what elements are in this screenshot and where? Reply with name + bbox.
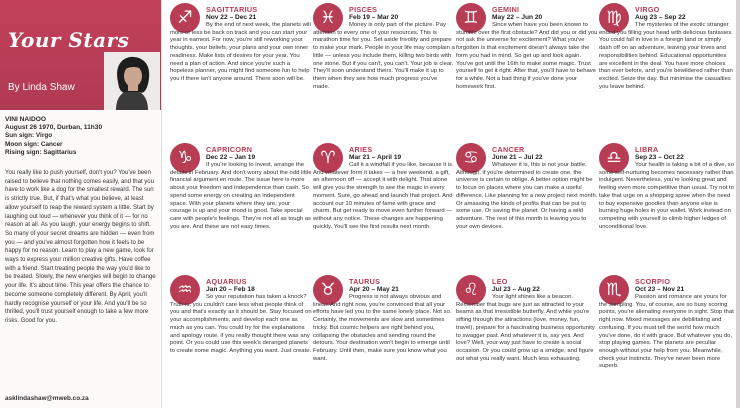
sign-sagittarius <box>168 0 312 136</box>
sidebar-column <box>0 0 162 408</box>
sign-text: Your health is taking a bit of a dive, so some self-nurturing becomes necessary rather than indulgent. Nevertheless, you're looking great and feeling even more competitive than usual. Try not to take that urge on a shopping spree when the need to buy expensive goodies than anyone else is burning huge holes in your wallet. Work instead on competing with yourself to climb higher ledges of unconditional love. <box>599 162 735 230</box>
sign-text: Since when have you been known to stumble over the first obstacle? And did you or did you not ask the universe for excitement? What you've forgotten is that excitement doesn't always take the form you had in mind. So get up and look again. You've got until the 16th to make some magic. Trust yourself to get it right. After that, you'll have to behave for a while. Not a bad thing if you've done your homework first. <box>456 22 598 90</box>
sign-aries <box>311 140 455 276</box>
gemini-icon: ♊ <box>456 3 486 33</box>
author-photo <box>104 52 160 110</box>
sign-text: Call it a windfall if you like, because it is. And whatever form it takes — a free weekend, a gift, an afternoon off — accept it with delight. That alone will give you the strength to see the magic in every moment. Sure, go ahead and launch that project. And account our 10 minutes of fame with grace and charm. But get ready to move even further forward — without any notice. These changes are happening quickly. You'll see the first results next month. <box>313 162 454 230</box>
sign-dates: Nov 22 – Dec 21 <box>206 14 257 21</box>
sign-pisces <box>311 0 455 136</box>
sign-name: VIRGO <box>635 5 660 14</box>
leo-icon: ♌ <box>456 275 486 305</box>
sign-name: LEO <box>492 277 508 286</box>
aries-icon: ♈ <box>313 143 343 173</box>
libra-icon: ♎ <box>599 143 629 173</box>
sun-sign-row <box>5 132 157 140</box>
sign-name: SCORPIO <box>635 277 671 286</box>
moon-sign-value: Cancer <box>40 140 63 148</box>
sign-libra <box>597 140 735 276</box>
rising-sign-row <box>5 149 157 157</box>
column-title: Your Stars <box>8 28 130 52</box>
virgo-icon: ♍ <box>599 3 629 33</box>
page-edge <box>736 0 740 408</box>
scorpio-icon: ♏ <box>599 275 629 305</box>
sign-gemini <box>454 0 598 136</box>
capricorn-icon: ♑ <box>170 143 200 173</box>
sign-text: Money is only part of the picture. Pay attention to every one of your resources. This is marathon time for you. Set aside frivolity and prepare to make your mark. People in your life may complain a little — unless you include them, killing two birds with one stone. But if you can't, you can't. Your job is clear. They'll soon understand theirs. You'll make it up to them when they see how much progress you've made. <box>313 22 455 90</box>
sign-dates: Jan 20 – Feb 18 <box>206 286 255 293</box>
sign-text: Passion and romance are yours for the sampling. You, of course, are so busy scoring points, you're alienating everyone in sight. Stop that right now. Mixed messages are debilitating and confusing. If you must tell the world how much you've done, do it with grace. But whatever you do, stop playing games. The planets are peculiar enough without your help from you. Meanwhile, check your instincts. They've never been more superb. <box>599 294 734 370</box>
sign-dates: Aug 23 – Sep 22 <box>635 14 686 21</box>
sign-dates: Mar 21 – April 19 <box>349 154 402 161</box>
moon-sign-row <box>5 141 157 149</box>
sign-dates: Apr 20 – May 21 <box>349 286 399 293</box>
sign-text: If you're looking to invest, arrange the details in February. And don't worry about the odd little financial argument en route. The issue here is more about your freedom and independence than cash. So spend some energy on creating an independent space. With your planets where they are, your courage is up and your mood is good. Take special care with people's feelings. They're not all as tough as you are. And these are not easy times. <box>170 162 312 230</box>
sign-text: Progress is not always obvious and linear. And right now, you're convinced that all your efforts have led you to the same lonely place. Not so. Certainly, the movements are slow and sometimes tricky. But cosmic helpers are right behind you, collapsing the obstacles and sending round the detours. Your destination won't begin to emerge until February. Until then, make sure you know what you want. <box>313 294 452 362</box>
email-address[interactable]: asklindashaw@mweb.co.za <box>5 395 89 402</box>
intro-text: You really like to push yourself, don't you? You've been raised to believe that nothing comes easily, and that you have to work like a dog for the smallest reward. The sun is strictly true. But, if that's what you believe, at least allow yourself to reap the reward system a little. Start by laughing out loud — whenever you think of it — for no reason at all. As you laugh, your energy begins to shift. So many of your secret dreams are hidden — even from you — and you've almost forgotten how it feels to be happy for no reason. Learn to play a new game, look for ways to express your million creative gifts. Have coffee with a friend. Start treating people the way you'd like to be treated. Slowly, the new energies will begin to change your life. It's about time. This year offers the chance to become someone completely different. By April, you'll hardly recognise yourself or your life. And you'll be so thrilled, you'll trust yourself enough to take a few more risks. Good for you. <box>5 170 156 324</box>
sign-name: SAGITTARIUS <box>206 5 258 14</box>
sun-sign-label: Sun sign: <box>5 132 35 140</box>
sign-name: GEMINI <box>492 5 520 14</box>
sign-text: By the end of next week, the planets will more or less be back on track and you can start your year in earnest. For now, you're still reworking your thoughts, your beliefs, your plans and your own inner readiness. Make lists of desires for your year. You need a plan of action. And since you're such a hopeless planner, you might find someone fun to help you if there isn't anyone around. There soon will be. <box>170 22 311 82</box>
sign-cancer <box>454 140 598 276</box>
sagittarius-icon: ♐ <box>170 3 200 33</box>
profile-birth: August 26 1970, Durban, 11h30 <box>5 124 103 132</box>
sign-dates: Dec 22 – Jan 19 <box>206 154 256 161</box>
profile-name: VINI NAIDOO <box>5 116 47 123</box>
sign-dates: Oct 23 – Nov 21 <box>635 286 685 293</box>
sign-aquarius <box>168 272 312 408</box>
sign-dates: June 21 – Jul 22 <box>492 154 543 161</box>
sign-scorpio <box>597 272 735 408</box>
sign-capricorn <box>168 140 312 276</box>
sign-dates: Feb 19 – Mar 20 <box>349 14 399 21</box>
sign-name: LIBRA <box>635 145 659 154</box>
rising-sign-value: Sagittarius <box>43 148 77 156</box>
sign-taurus <box>311 272 455 408</box>
moon-sign-label: Moon sign: <box>5 140 40 148</box>
sign-virgo <box>597 0 735 136</box>
sign-name: CAPRICORN <box>206 145 253 154</box>
sign-name: AQUARIUS <box>206 277 247 286</box>
sign-dates: Jul 23 – Aug 22 <box>492 286 540 293</box>
sign-text: So your reputation has taken a knock? Truth is, you couldn't care less what people think of you and that's exactly as it should be. Stay focused on your accomplishments, and develop each one as much as you can. You could try for the explanations and apology route, if you really thought there was any point. Or you could use this week's deranged planets to create some magic. Anything you want. Just create. <box>170 294 312 354</box>
sign-dates: Sep 23 – Oct 22 <box>635 154 684 161</box>
banner <box>0 0 162 110</box>
sign-name: TAURUS <box>349 277 381 286</box>
cancer-icon: ♋ <box>456 143 486 173</box>
sign-text: Whatever it is, this is not your battle. Although, if you're determined to create one, the universe is certain to oblige. A better option might be to focus on places where you can make a useful difference. Like planning for a new project next month. Or amassing the kinds of profits that can be put to some use. Or saving the planet. Or having a wild adventure. The rest of this month is leaving you to your own devices. <box>456 162 598 230</box>
aquarius-icon: ♒ <box>170 275 200 305</box>
sign-dates: May 22 – Jun 20 <box>492 14 543 21</box>
sign-leo <box>454 272 598 408</box>
sun-sign-value: Virgo <box>35 132 53 140</box>
sign-name: PISCES <box>349 5 378 14</box>
sign-name: ARIES <box>349 145 373 154</box>
rising-sign-label: Rising sign: <box>5 148 42 156</box>
profile-block <box>5 116 157 157</box>
sign-text: The mysteries of the exotic stranger ended you filling your head with delicious fantasies. You could fall in love in a foreign land or simply dash off on an adventure, leaving your loves and responsibilities behind. Educational opportunities are excellent in the deal. You have more choices than ever before, and you're bewildered rather than excited. Seize the day. But minimise the casualties you leave behind. <box>599 22 733 90</box>
column-byline: By Linda Shaw <box>8 82 75 93</box>
sign-name: CANCER <box>492 145 525 154</box>
taurus-icon: ♉ <box>313 275 343 305</box>
pisces-icon: ♓ <box>313 3 343 33</box>
sign-text: Your light shines like a beacon. Remember that bugs are just as attracted to your beams as that irresistible butterfly. And while you're sifting through the attractions (love, money, fun, travel), prepare for a fascinating business opportunity to swagger past. And whatever it is, say yes. And love? Well, your way just have to create a social occasion. Or you could grow up a smidge, and figure out what you really want. Much less exhausting. <box>456 294 595 362</box>
